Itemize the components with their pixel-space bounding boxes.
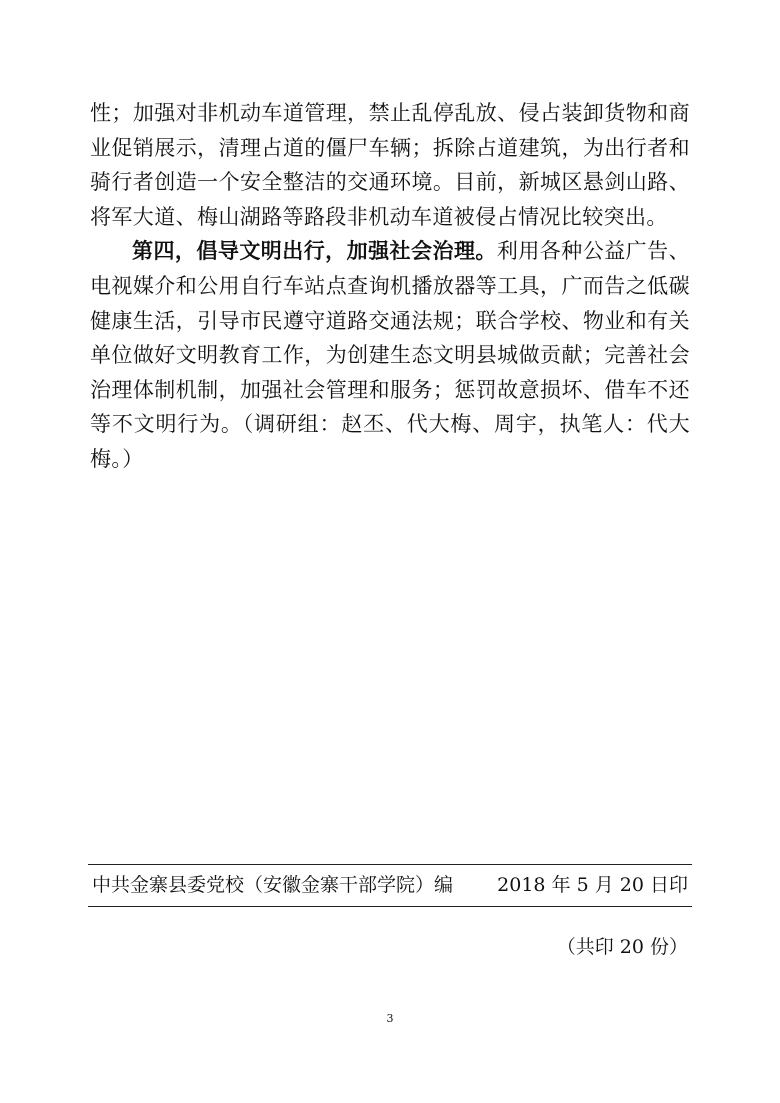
paragraph-2-text: 利用各种公益广告、电视媒介和公用自行车站点查询机播放器等工具，广而告之低碳健康生活，引导市民遵守道路交通法规；联合学校、物业和有关单位做好文明教育工作，为创建生态文明县城做贡献；完善社会治理体制机制，加强社会管理和服务；惩罚故意损坏、借车不还等不文明行为。（调研组：赵丕、代大梅、周宇，执笔人：代大梅。）: [90, 239, 690, 471]
paragraph-1-text: 性；加强对非机动车道管理，禁止乱停乱放、侵占装卸货物和商业促销展示，清理占道的僵尸车辆；拆除占道建筑，为出行者和骑行者创造一个安全整洁的交通环境。目前，新城区悬剑山路、将军大道、梅山湖路等路段非机动车道被侵占情况比较突出。: [90, 101, 690, 229]
page-number: 3: [386, 1012, 394, 1025]
publisher-text: 中共金寨县委党校（安徽金寨干部学院）编: [92, 874, 454, 896]
footer-top-rule: [88, 864, 692, 865]
print-date-text: 2018 年 5 月 20 日印: [497, 874, 688, 896]
paragraph-2-heading: 第四，倡导文明出行，加强社会治理。: [132, 238, 497, 264]
footer-bottom-rule: [88, 906, 692, 907]
paragraph-fourth-point: [90, 234, 690, 476]
imprint-line: [92, 872, 688, 898]
body-text: [90, 96, 690, 477]
copies-count: （共印 20 份）: [556, 936, 688, 958]
paragraph-continuation: [90, 96, 690, 234]
